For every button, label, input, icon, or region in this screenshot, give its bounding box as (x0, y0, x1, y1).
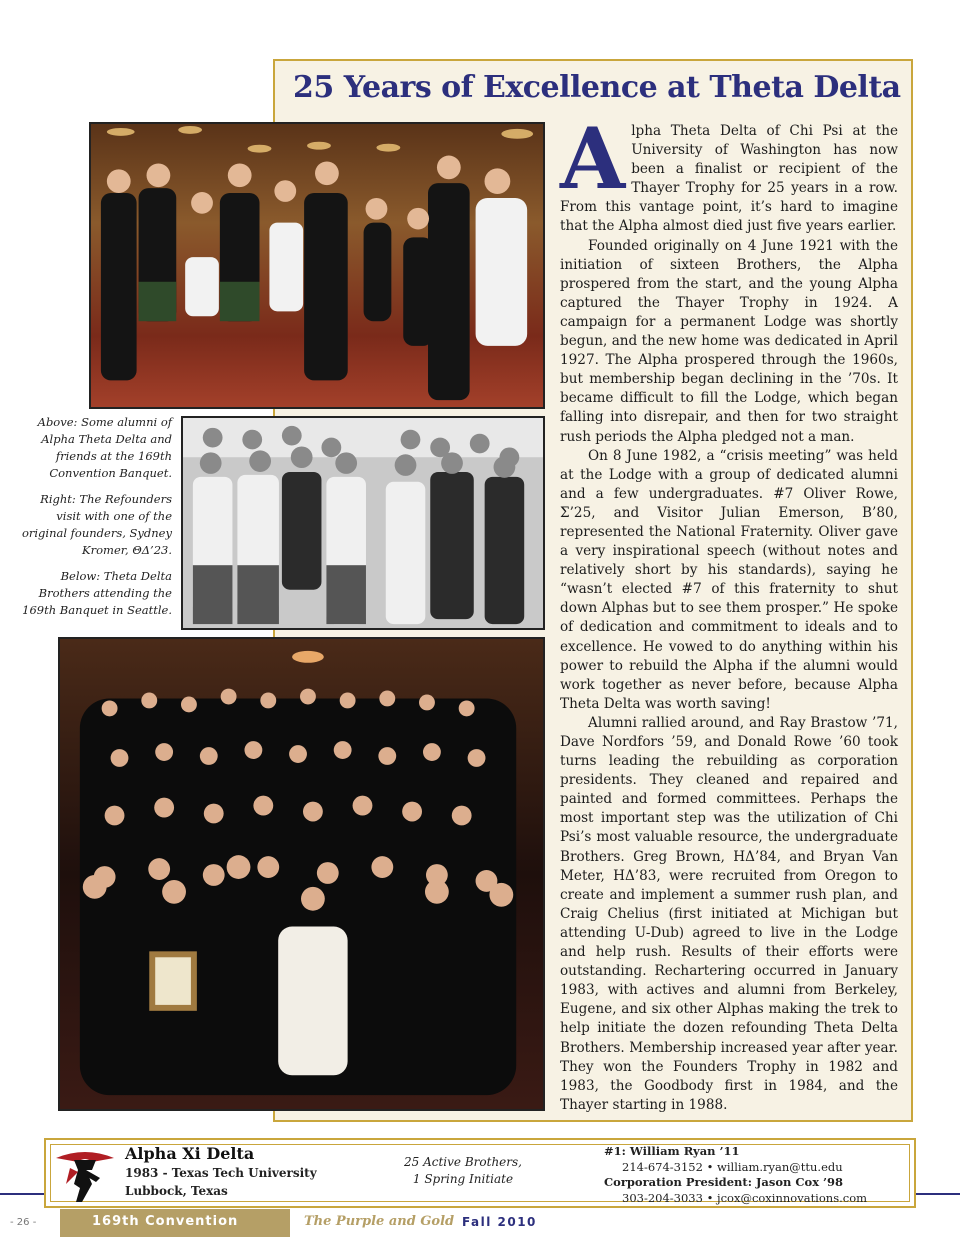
contact-corporation-detail: 303-204-3033 • jcox@coxinnovations.com (622, 1190, 868, 1205)
chapter-name: Alpha Xi Delta (125, 1144, 255, 1163)
article-paragraph: On 8 June 1982, a “crisis meeting” was held at the Lodge with a group of dedicated alumni and a few undergraduates. #7 Oliver Rowe, Σ’25, and Visitor Julian Emerson, B’80, represented the National Fraternity. Oliver gave a very inspirational speech (without notes and relatively short by his standards), saying he “wasn’t elected #7 of this fraternity to shut down Alphas but to see them prosper.” He spoke of dedication and commitment to ideals and to excellence. He vowed to do anything within his power to rebuild the Alpha if the alumni would work together as never before, because Alpha Theta Delta was worth saving! (560, 447, 898, 712)
refounders-photo (181, 416, 545, 630)
contact-corporation: Corporation President: Jason Cox ’98 (604, 1175, 844, 1189)
article-paragraph: Founded originally on 4 June 1921 with the initiation of sixteen Brothers, the Alpha prospered from the start, and the young Alpha captured the Thayer Trophy in 1924. A campaign for a permanent Lodge was shortly begun, and the new home was dedicated in April 1927. The Alpha prospered through the 1960s, but membership began declining in the ’70s. It became difficult to fill the Lodge, which began falling into disrepair, and then for two straight rush periods the Alpha pledged not a man. (560, 237, 898, 445)
photo-captions (20, 414, 172, 628)
caption-below: Below: Theta Delta Brothers attending the 169th Banquet in Seattle. (22, 569, 172, 617)
brothers-count: 25 Active Brothers, 1 Spring Initiate (404, 1155, 522, 1186)
group-photo (58, 637, 545, 1111)
chapter-founding: 1983 - Texas Tech University (125, 1166, 317, 1180)
banquet-photo (89, 122, 545, 409)
footer-rule-left (0, 1193, 44, 1195)
article-paragraph: Alpha Theta Delta of Chi Psi at the University of Washington has now been a finalist or recipient of the Thayer Trophy for 25 years in a row. From this vantage point, it’s hard to imagine that the Alpha almost died just five years earlier. (560, 109, 898, 235)
chapter-city: Lubbock, Texas (125, 1184, 228, 1198)
section-title: 169th Convention (92, 1214, 239, 1229)
caption-above: Above: Some alumni of Alpha Theta Delta and friends at the 169th Convention Banquet. (37, 415, 172, 480)
publication-name: The Purple and Gold (304, 1214, 455, 1229)
contact-president-detail: 214-674-3152 • william.ryan@ttu.edu (622, 1159, 843, 1174)
contact-president: #1: William Ryan ’11 (604, 1144, 740, 1158)
red-raider-mascot-icon (52, 1144, 118, 1204)
chapter-contacts (604, 1144, 867, 1206)
footer-rule-right (916, 1193, 960, 1195)
caption-right: Right: The Refounders visit with one of the original founders, Sydney Kromer, ΘΔ’23. (21, 492, 172, 557)
article-paragraph: Alumni rallied around, and Ray Brastow ’71, Dave Nordfors ’59, and Donald Rowe ’60 took turns leading the rebuilding as corporation presidents. They cleaned and repaired and painted and formed committees. Perhaps the most important step was the utilization of Chi Psi’s most valuable resource, the undergraduate Brothers. Greg Brown, HΔ’84, and Bryan Van Meter, HΔ’83, were recruited from Oregon to create and implement a summer rush plan, and Craig Chelius (first initiated at Michigan but attending U-Dub) agreed to live in the Lodge and help rush. Results of their efforts were outstanding. Rechartering occurred in January 1983, with actives and alumni from Berkeley, Eugene, and six other Alphas making the trek to help initiate the dozen refounding Theta Delta Brothers. Membership increased year after year. They won the Founders Trophy in 1982 and 1983, the Goodbody first in 1984, and the Thayer starting in 1988. (560, 714, 898, 1113)
page-number: - 26 - (10, 1217, 37, 1228)
publication-issue: Fall 2010 (462, 1215, 537, 1229)
article-body (560, 109, 898, 1115)
article-headline: 25 Years of Excellence at Theta Delta (293, 70, 901, 105)
drop-cap: A (560, 109, 626, 208)
